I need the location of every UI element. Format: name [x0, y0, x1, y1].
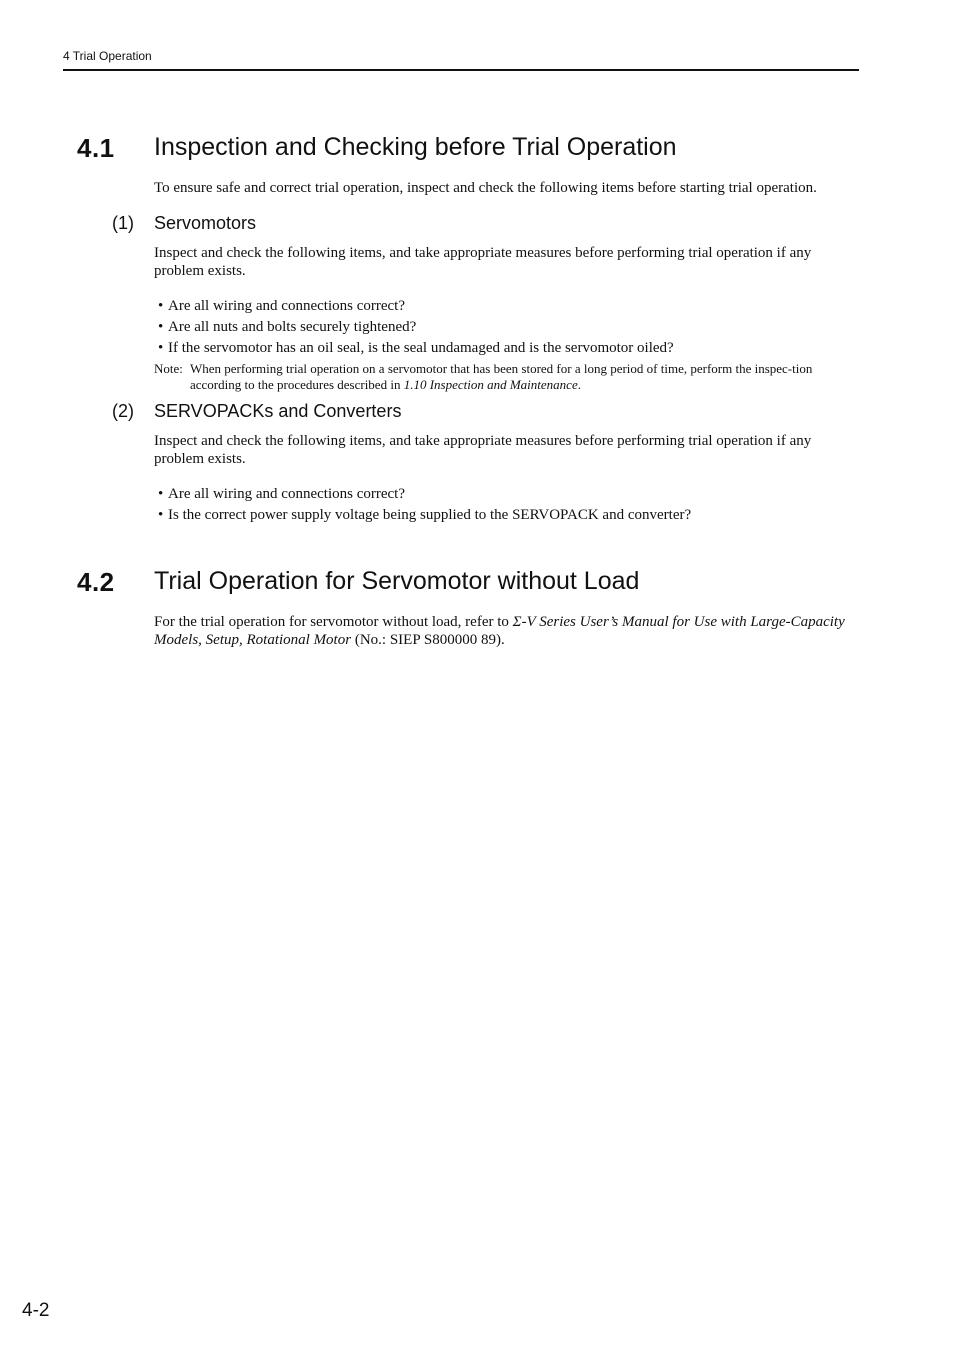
servopack-checklist [158, 485, 691, 527]
note [154, 361, 860, 393]
section-title: Inspection and Checking before Trial Operation [154, 133, 677, 161]
bullet-icon: • [158, 340, 164, 356]
subsection-title: SERVOPACKs and Converters [154, 401, 402, 421]
note-label: Note: [154, 361, 183, 376]
bullet-icon: • [158, 298, 164, 314]
section-number: 4.2 [77, 567, 115, 597]
bullet-icon: • [158, 319, 164, 335]
section-title: Trial Operation for Servomotor without Load [154, 567, 640, 595]
list-item: • Is the correct power supply voltage being supplied to the SERVOPACK and converter? [158, 507, 692, 523]
list-item: • Are all nuts and bolts securely tightened? [158, 319, 417, 335]
bullet-icon: • [158, 507, 164, 523]
subsection-intro: Inspect and check the following items, and take appropriate measures before performing trial operation if any problem exists. [154, 245, 812, 279]
running-header: 4 Trial Operation [63, 49, 152, 63]
list-item: • Are all wiring and connections correct? [158, 298, 405, 314]
subsection-intro: Inspect and check the following items, and take appropriate measures before performing trial operation if any problem exists. [154, 433, 812, 467]
list-item: • If the servomotor has an oil seal, is the seal undamaged and is the servomotor oiled? [158, 340, 674, 356]
bullet-icon: • [158, 486, 164, 502]
servomotor-checklist [158, 297, 674, 360]
manual-reference: Σ-V Series User’s Manual for Use with Large-Capacity Models, Setup, Rotational Motor [154, 614, 845, 648]
page-number: 4-2 [22, 1300, 50, 1321]
subsection-title: Servomotors [154, 213, 257, 233]
list-item: • Are all wiring and connections correct? [158, 486, 405, 502]
note-body: When performing trial operation on a servomotor that has been stored for a long period of time, perform the inspec-tion according to the procedures described in 1.10 Inspection and Maintenance. [190, 361, 813, 392]
section-body: For the trial operation for servomotor without load, refer to Σ-V Series User’s Manual for Use with Large-Capacity Models, Setup, Rotational Motor (No.: SIEP S800000 89). [154, 614, 845, 648]
header-rule [63, 69, 859, 71]
section-number: 4.1 [77, 133, 115, 163]
section-intro: To ensure safe and correct trial operation, inspect and check the following items before starting trial operation. [154, 180, 817, 196]
subsection-number: (2) [112, 401, 134, 421]
note-reference: 1.10 Inspection and Maintenance [403, 377, 578, 392]
subsection-number: (1) [112, 213, 134, 233]
